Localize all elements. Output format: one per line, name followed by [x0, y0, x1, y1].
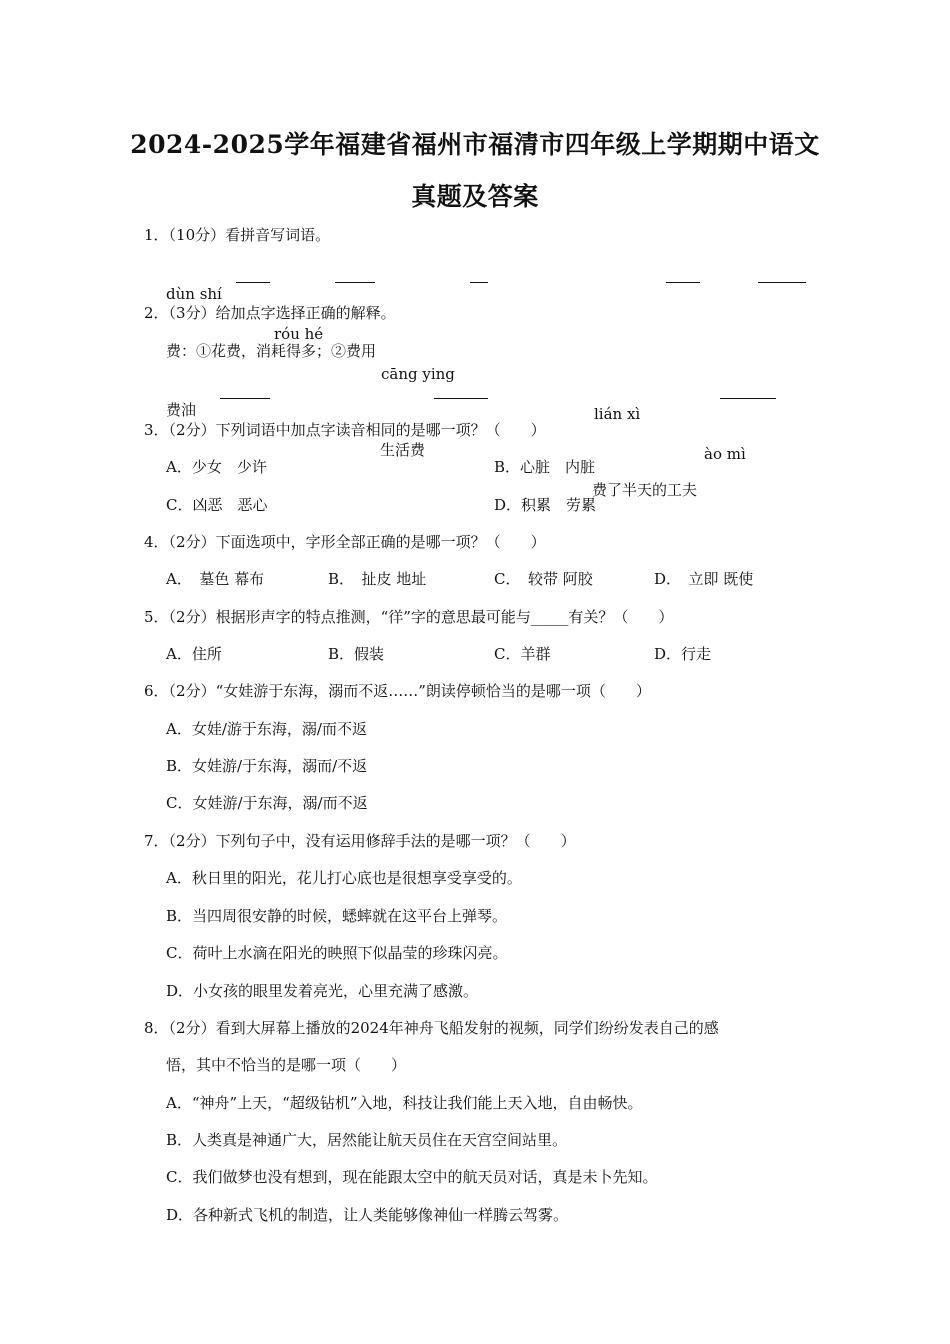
item-3: 费了半天的工夫: [592, 481, 698, 499]
question-2-definition: 费：①花费，消耗得多；②费用: [166, 342, 377, 360]
question-8-stem: 8．（2分）看到大屏幕上播放的2024年神舟飞船发射的视频，同学们纷纷发表自己的感: [144, 1019, 719, 1037]
option-b[interactable]: B．假装: [328, 645, 385, 663]
question-8-stem-cont: 悟，其中不恰当的是哪一项（ ）: [166, 1056, 407, 1074]
option-d[interactable]: D．积累 劳累: [494, 496, 597, 514]
page-title-line1: 2024-2025学年福建省福州市福清市四年级上学期期中语文: [130, 130, 820, 159]
option-a[interactable]: A． 墓色 幕布: [166, 570, 265, 588]
option-c[interactable]: C．女娃游/于东海，溺/而不返: [166, 794, 368, 812]
answer-blank[interactable]: [666, 268, 700, 283]
question-2-stem: 2．（3分）给加点字选择正确的解释。: [144, 304, 396, 322]
option-b[interactable]: B． 扯皮 地址: [328, 570, 427, 588]
option-d[interactable]: D．小女孩的眼里发着亮光，心里充满了感激。: [166, 982, 479, 1000]
option-c[interactable]: C．羊群: [494, 645, 551, 663]
option-d[interactable]: D．行走: [654, 645, 712, 663]
option-d[interactable]: D．各种新式飞机的制造，让人类能够像神仙一样腾云驾雾。: [166, 1206, 569, 1224]
option-c[interactable]: C．荷叶上水滴在阳光的映照下似晶莹的珍珠闪亮。: [166, 944, 508, 962]
option-b[interactable]: B．人类真是神通广大，居然能让航天员住在天宫空间站里。: [166, 1131, 568, 1149]
option-c[interactable]: C．凶恶 恶心: [166, 496, 268, 514]
option-c[interactable]: C． 较带 阿胶: [494, 570, 593, 588]
answer-blank[interactable]: [335, 268, 375, 283]
option-b[interactable]: B．当四周很安静的时候，蟋蟀就在这平台上弹琴。: [166, 907, 508, 925]
answer-blank[interactable]: [758, 268, 806, 283]
option-b[interactable]: B．女娃游/于东海，溺而/不返: [166, 757, 368, 775]
option-a[interactable]: A．秋日里的阳光，花儿打心底也是很想享受享受的。: [166, 869, 522, 887]
option-a[interactable]: A．少女 少许: [166, 458, 267, 476]
option-b[interactable]: B．心脏 内脏: [494, 458, 596, 476]
answer-blank[interactable]: [236, 268, 270, 283]
answer-blank[interactable]: [720, 384, 776, 399]
answer-blank[interactable]: [434, 384, 488, 399]
answer-blank[interactable]: [220, 384, 270, 399]
option-a[interactable]: A．“神舟”上天，“超级钻机”入地，科技让我们能上天入地，自由畅快。: [166, 1094, 643, 1112]
option-d[interactable]: D． 立即 既使: [654, 570, 754, 588]
question-3-stem: 3．（2分）下列词语中加点字读音相同的是哪一项？（ ）: [144, 421, 546, 439]
item-2: 生活费: [380, 441, 426, 459]
pinyin-1: dùn shí: [166, 285, 222, 303]
question-6-stem: 6．（2分）“女娃游于东海，溺而不返……”朗读停顿恰当的是哪一项（ ）: [144, 682, 651, 700]
pinyin-3: cāng ying: [381, 365, 455, 383]
question-7-stem: 7．（2分）下列句子中，没有运用修辞手法的是哪一项？（ ）: [144, 832, 576, 850]
question-5-stem: 5．（2分）根据形声字的特点推测，“徉”字的意思最可能与_____有关？（ ）: [144, 608, 674, 626]
pinyin-5: ào mì: [704, 445, 746, 463]
option-a[interactable]: A．住所: [166, 645, 222, 663]
option-c[interactable]: C．我们做梦也没有想到，现在能跟太空中的航天员对话，真是未卜先知。: [166, 1168, 658, 1186]
pinyin-2: róu hé: [274, 325, 324, 343]
option-a[interactable]: A．女娃/游于东海，溺/而不返: [166, 720, 367, 738]
page-title-line2: 真题及答案: [411, 182, 539, 211]
question-4-stem: 4．（2分）下面选项中，字形全部正确的是哪一项？（ ）: [144, 533, 546, 551]
item-1: 费油: [166, 401, 197, 419]
answer-blank[interactable]: [470, 268, 488, 283]
question-1-stem: 1．（10分）看拼音写词语。: [144, 226, 331, 244]
pinyin-4: lián xì: [594, 405, 641, 423]
